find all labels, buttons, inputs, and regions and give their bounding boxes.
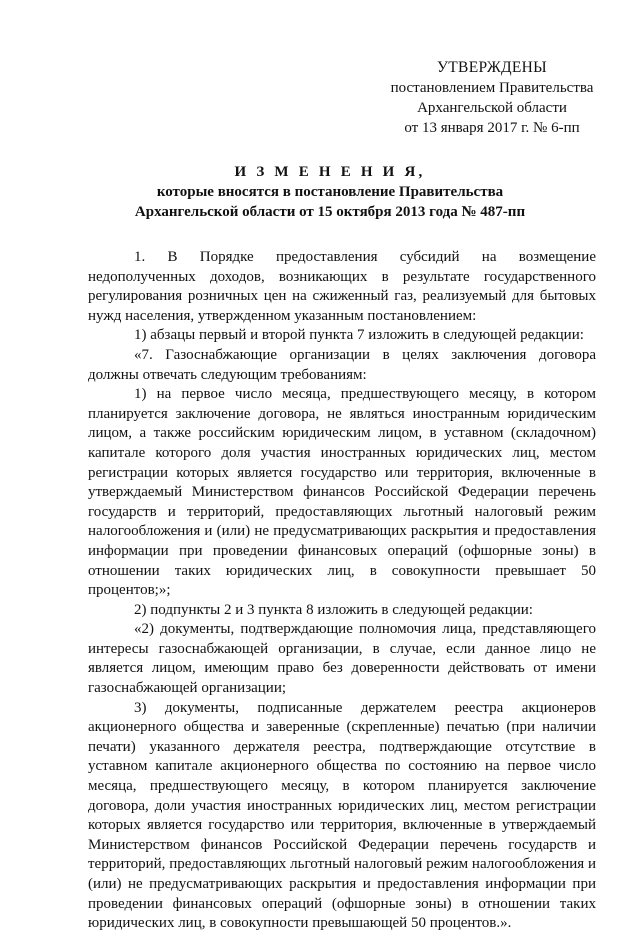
paragraph: 3) документы, подписанные держателем реестра акционеров акционерного общества и заверенные (скрепленные) печатью (при наличии печати) указанного держателя реестра, подтверждающие отсутствие в уставном капитале акционерного общества по состоянию на первое число месяца, предшествующего месяцу, в котором планируется заключение договора, доли участия иностранных юридических лиц, местом регистрации которых является государство или территория, включенные в утверждаемый Министерством финансов Российской Федерации перечень государств и территорий, предоставляющих льготный налоговый режим налогообложения и (или) не предусматривающих раскрытия и предоставления информации при проведении финансовых операций (офшорные зоны) в отношении таких юридических лиц, в совокупности превышающей 50 процентов.». [88, 699, 596, 932]
approval-block [372, 58, 612, 138]
paragraph: 1. В Порядке предоставления субсидий на возмещение недополученных доходов, возникающих в результате государственного регулирования розничных цен на сжиженный газ, реализуемый для бытовых нужд населения, утвержденном указанным постановлением: [88, 249, 596, 324]
approval-heading: УТВЕРЖДЕНЫ [437, 59, 547, 76]
paragraph: «7. Газоснабжающие организации в целях заключения договора должны отвечать следующим требованиям: [88, 346, 596, 383]
approval-line: постановлением Правительства [390, 80, 594, 96]
paragraph: 2) подпункты 2 и 3 пункта 8 изложить в следующей редакции: [134, 601, 533, 618]
document-title [90, 162, 570, 222]
title-subline: Архангельской области от 15 октября 2013 года № 487-пп [134, 204, 526, 220]
approval-date: от 13 января 2017 г. № 6-пп [404, 120, 580, 136]
title-heading: И З М Е Н Е Н И Я, [234, 164, 426, 180]
document-body [88, 248, 596, 934]
paragraph: 1) на первое число месяца, предшествующего месяцу, в котором планируется заключение договора, не являться иностранным юридическим лицом, а также российским юридическим лицом, в уставном (складочном) капитале которого доля участия иностранных юридических лиц, местом регистрации которых является государство или территория, включенные в утверждаемый Министерством финансов Российской Федерации перечень государств и территорий, предоставляющих льготный налоговый режим налогообложения и (или) не предусматривающих раскрытия и предоставления информации при проведении финансовых операций (офшорные зоны) в отношении таких юридических лиц, в совокупности превышает 50 процентов;»; [88, 386, 596, 599]
approval-line: Архангельской области [417, 100, 567, 116]
paragraph: 1) абзацы первый и второй пункта 7 изложить в следующей редакции: [134, 327, 584, 344]
paragraph: «2) документы, подтверждающие полномочия лица, представляющего интересы газоснабжающей организации, в случае, если данное лицо не является лицом, имеющим право без доверенности действовать от имени газоснабжающей организации; [88, 621, 596, 697]
title-subline: которые вносятся в постановление Правительства [156, 184, 504, 200]
